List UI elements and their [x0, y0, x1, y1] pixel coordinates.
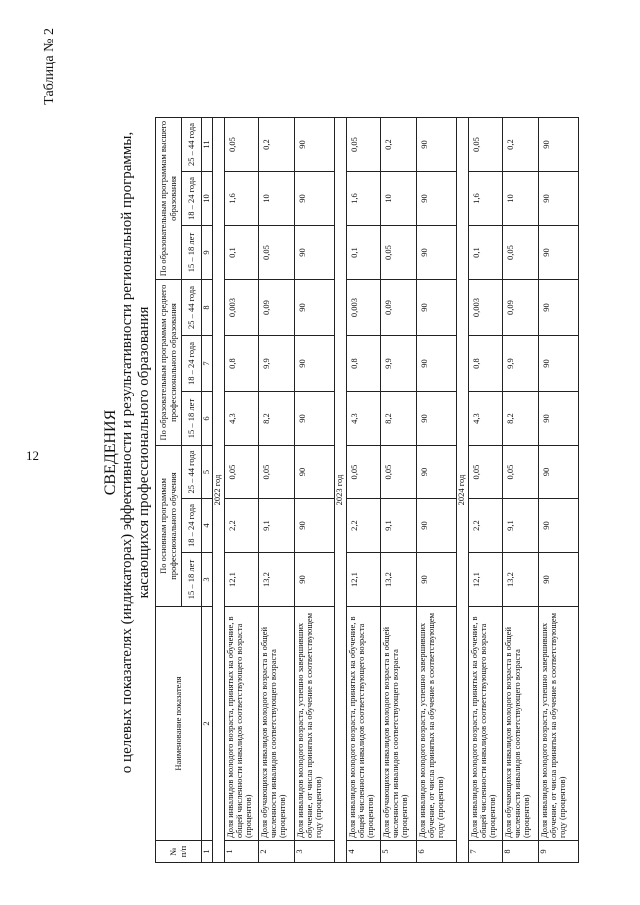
- indicator-value: 0,05: [259, 446, 295, 499]
- table-row: [417, 118, 457, 863]
- column-index-9: 9: [202, 226, 213, 280]
- table-row: [225, 118, 259, 863]
- indicator-value: 13,2: [259, 553, 295, 607]
- column-index-3: 3: [202, 553, 213, 607]
- table-row: [259, 118, 295, 863]
- indicator-value: 90: [295, 446, 335, 499]
- header-group-secondary: По образовательным программам среднего профессионального образования: [156, 280, 182, 446]
- indicator-value: 0,2: [381, 118, 417, 172]
- indicator-value: 9,9: [259, 336, 295, 392]
- indicator-value: 0,003: [347, 280, 381, 336]
- document-title: [102, 0, 153, 905]
- indicator-value: 90: [295, 336, 335, 392]
- column-index-5: 5: [202, 446, 213, 499]
- header-group-basic: По основным программам профессионального обучения: [156, 446, 182, 607]
- column-index-11: 11: [202, 118, 213, 172]
- row-number: 2: [259, 841, 295, 863]
- indicator-name: Доля инвалидов молодого возраста, успешно завершивших обучение, от числа принятых на обучение в соответствующем году (процентов): [417, 607, 457, 841]
- table-row: [469, 118, 503, 863]
- indicator-value: 2,2: [225, 499, 259, 553]
- indicator-value: 0,2: [259, 118, 295, 172]
- indicator-value: 90: [539, 336, 579, 392]
- indicator-value: 0,05: [225, 446, 259, 499]
- row-number: 3: [295, 841, 335, 863]
- indicator-value: 12,1: [347, 553, 381, 607]
- indicator-value: 90: [417, 336, 457, 392]
- year-row: [457, 118, 469, 863]
- row-number: 8: [503, 841, 539, 863]
- indicator-value: 90: [417, 392, 457, 446]
- indicator-value: 0,8: [469, 336, 503, 392]
- header-age-3-1: 15 – 18 лет: [182, 226, 202, 280]
- indicator-value: 90: [539, 118, 579, 172]
- indicator-value: 9,9: [503, 336, 539, 392]
- indicator-value: 90: [417, 499, 457, 553]
- indicator-value: 0,05: [469, 446, 503, 499]
- table-number: Таблица № 2: [42, 28, 57, 105]
- indicator-value: 1,6: [469, 172, 503, 226]
- page-number: 12: [26, 448, 39, 463]
- column-index-6: 6: [202, 392, 213, 446]
- indicator-name: Доля инвалидов молодого возраста, успешно завершивших обучение, от числа принятых на обучение в соответствующем году (процентов): [539, 607, 579, 841]
- indicator-value: 90: [539, 553, 579, 607]
- indicator-value: 8,2: [381, 392, 417, 446]
- indicators-body: [213, 118, 579, 863]
- indicator-value: 0,1: [347, 226, 381, 280]
- header-name: Наименование показателя: [156, 607, 202, 841]
- indicator-value: 90: [295, 118, 335, 172]
- header-age-2-1: 15 – 18 лет: [182, 392, 202, 446]
- indicator-value: 0,8: [225, 336, 259, 392]
- indicator-value: 0,003: [225, 280, 259, 336]
- column-index-1: 1: [202, 841, 213, 863]
- indicator-value: 90: [417, 280, 457, 336]
- indicator-value: 2,2: [469, 499, 503, 553]
- indicator-name: Доля обучающихся инвалидов молодого возраста в общей численности инвалидов соответствующего возраста (процентов): [259, 607, 295, 841]
- header-group-higher: По образовательным программам высшего образования: [156, 118, 182, 280]
- header-age-2-2: 18 – 24 года: [182, 336, 202, 392]
- indicator-value: 90: [417, 446, 457, 499]
- indicator-value: 90: [539, 172, 579, 226]
- row-number: 6: [417, 841, 457, 863]
- indicator-value: 0,09: [259, 280, 295, 336]
- indicator-value: 9,1: [259, 499, 295, 553]
- indicator-value: 9,1: [503, 499, 539, 553]
- indicator-value: 90: [539, 280, 579, 336]
- indicator-value: 0,8: [347, 336, 381, 392]
- indicator-value: 90: [295, 280, 335, 336]
- indicator-value: 9,9: [381, 336, 417, 392]
- indicator-value: 90: [295, 499, 335, 553]
- row-number: 4: [347, 841, 381, 863]
- indicator-value: 4,3: [469, 392, 503, 446]
- indicator-value: 90: [539, 226, 579, 280]
- indicator-name: Доля инвалидов молодого возраста, успешно завершивших обучение, от числа принятых на обучение в соответствующем году (процентов): [295, 607, 335, 841]
- indicator-value: 0,1: [469, 226, 503, 280]
- table-row: [503, 118, 539, 863]
- indicator-value: 0,05: [381, 226, 417, 280]
- row-number: 9: [539, 841, 579, 863]
- header-age-2-3: 25 – 44 года: [182, 280, 202, 336]
- column-index-7: 7: [202, 336, 213, 392]
- indicator-name: Доля инвалидов молодого возраста, принятых на обучение, в общей численности инвалидов соответствующего возраста (процентов): [225, 607, 259, 841]
- indicator-value: 0,003: [469, 280, 503, 336]
- year-label: 2024 год: [457, 118, 469, 863]
- indicator-value: 0,09: [503, 280, 539, 336]
- indicator-name: Доля обучающихся инвалидов молодого возраста в общей численности инвалидов соответствующего возраста (процентов): [503, 607, 539, 841]
- indicator-value: 0,09: [381, 280, 417, 336]
- indicator-value: 1,6: [225, 172, 259, 226]
- indicator-value: 12,1: [469, 553, 503, 607]
- year-label: 2022 год: [213, 118, 225, 863]
- header-index-row: [202, 118, 213, 863]
- header-age-3-3: 25 – 44 года: [182, 118, 202, 172]
- row-number: 5: [381, 841, 417, 863]
- indicator-value: 10: [259, 172, 295, 226]
- indicator-name: Доля инвалидов молодого возраста, принятых на обучение, в общей численности инвалидов соответствующего возраста (процентов): [347, 607, 381, 841]
- title-subtitle-line2: касающихся профессионального образования: [136, 306, 152, 599]
- column-index-8: 8: [202, 280, 213, 336]
- title-heading: СВЕДЕНИЯ: [102, 409, 119, 496]
- year-row: [335, 118, 347, 863]
- indicator-value: 0,1: [225, 226, 259, 280]
- indicator-value: 4,3: [225, 392, 259, 446]
- indicator-value: 0,05: [347, 446, 381, 499]
- header-no: № п/п: [156, 841, 202, 863]
- header-age-1-3: 25 – 44 года: [182, 446, 202, 499]
- year-row: [213, 118, 225, 863]
- indicator-value: 90: [417, 553, 457, 607]
- indicators-table: [155, 117, 579, 863]
- indicator-value: 13,2: [503, 553, 539, 607]
- indicator-name: Доля инвалидов молодого возраста, принятых на обучение, в общей численности инвалидов соответствующего возраста (процентов): [469, 607, 503, 841]
- indicator-value: 90: [417, 118, 457, 172]
- indicator-value: 2,2: [347, 499, 381, 553]
- indicator-value: 13,2: [381, 553, 417, 607]
- table-row: [539, 118, 579, 863]
- indicator-value: 10: [381, 172, 417, 226]
- indicator-value: 12,1: [225, 553, 259, 607]
- table-row: [295, 118, 335, 863]
- indicator-value: 90: [539, 392, 579, 446]
- indicator-value: 0,2: [503, 118, 539, 172]
- indicator-value: 90: [539, 446, 579, 499]
- table-row: [347, 118, 381, 863]
- indicator-value: 90: [295, 172, 335, 226]
- indicator-value: 0,05: [469, 118, 503, 172]
- indicator-value: 90: [295, 226, 335, 280]
- header-age-1-1: 15 – 18 лет: [182, 553, 202, 607]
- indicator-value: 0,05: [381, 446, 417, 499]
- row-number: 1: [225, 841, 259, 863]
- indicator-value: 10: [503, 172, 539, 226]
- indicator-value: 90: [539, 499, 579, 553]
- indicator-value: 90: [295, 553, 335, 607]
- row-number: 7: [469, 841, 503, 863]
- column-index-2: 2: [202, 607, 213, 841]
- title-subtitle-line1: о целевых показателях (индикаторах) эффективности и результативности региональной программы,: [119, 131, 135, 774]
- indicator-value: 0,05: [503, 226, 539, 280]
- indicator-value: 1,6: [347, 172, 381, 226]
- indicator-value: 0,05: [347, 118, 381, 172]
- column-index-10: 10: [202, 172, 213, 226]
- indicator-value: 0,05: [259, 226, 295, 280]
- column-index-4: 4: [202, 499, 213, 553]
- year-label: 2023 год: [335, 118, 347, 863]
- indicator-value: 9,1: [381, 499, 417, 553]
- table-row: [381, 118, 417, 863]
- indicator-value: 90: [417, 226, 457, 280]
- indicator-value: 0,05: [225, 118, 259, 172]
- indicator-value: 0,05: [503, 446, 539, 499]
- indicator-name: Доля обучающихся инвалидов молодого возраста в общей численности инвалидов соответствующего возраста (процентов): [381, 607, 417, 841]
- header-age-1-2: 18 – 24 года: [182, 499, 202, 553]
- indicator-value: 90: [295, 392, 335, 446]
- indicator-value: 90: [417, 172, 457, 226]
- header-age-3-2: 18 – 24 года: [182, 172, 202, 226]
- indicator-value: 4,3: [347, 392, 381, 446]
- indicator-value: 8,2: [259, 392, 295, 446]
- indicator-value: 8,2: [503, 392, 539, 446]
